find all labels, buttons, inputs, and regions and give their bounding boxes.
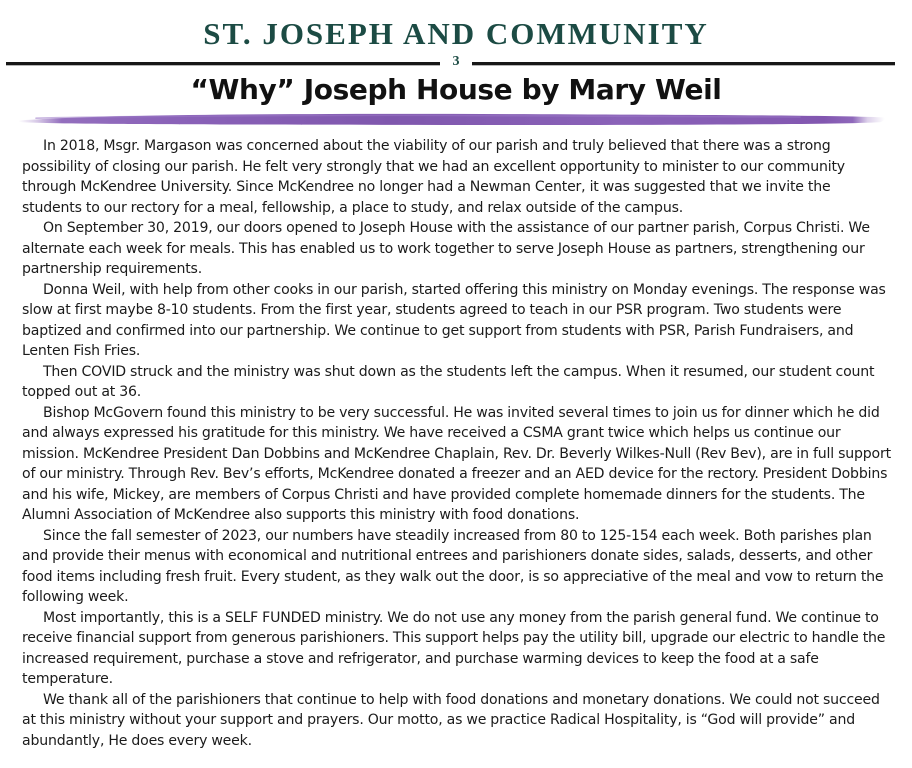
paragraph: On September 30, 2019, our doors opened to Joseph House with the assistance of our partner parish, Corpus Christi. We alternate each week for meals. This has enabled us to work together to serve Joseph House as partners, strengthening our partnership requirements.	[22, 220, 870, 277]
page-number: 3	[452, 54, 460, 69]
paragraph: We thank all of the parishioners that continue to help with food donations and monetary donations. We could not succeed at this ministry without your support and prayers. Our motto, as we practice Radical Hospitality, is “God will provide” and abundantly, He does every week.	[22, 691, 880, 749]
purple-brush-stroke-icon	[0, 108, 912, 130]
article-body	[0, 130, 912, 751]
paragraph: Most importantly, this is a SELF FUNDED ministry. We do not use any money from the parish general fund. We continue to receive financial support from generous parishioners. This support helps pay the utility bill, upgrade our electric to handle the increased requirement, purchase a stove and refrigerator, and purchase warming devices to keep the food at a safe temperature.	[22, 609, 886, 687]
article-title: “Why” Joseph House by Mary Weil	[190, 73, 722, 106]
paragraph: In 2018, Msgr. Margason was concerned about the viability of our parish and truly believed that there was a strong possibility of closing our parish. He felt very strongly that we had an excellent opportunity to minister to our community through McKendree University. Since McKendree no longer had a Newman Center, it was suggested that we invite the students to our rectory for a meal, fellowship, a place to study, and relax outside of the campus.	[22, 138, 845, 216]
masthead	[0, 0, 912, 130]
paragraph: Then COVID struck and the ministry was shut down as the students left the campus. When it resumed, our student count topped out at 36.	[22, 363, 875, 400]
masthead-rule	[0, 53, 912, 73]
paragraph: Since the fall semester of 2023, our numbers have steadily increased from 80 to 125-154 each week. Both parishes plan and provide their menus with economical and nutritional entrees and parishioners donate sides, salads, desserts, and other food items including fresh fruit. Every student, as they walk out the door, is so appreciative of the meal and vow to return the following week.	[22, 527, 884, 605]
publication-title: ST. JOSEPH AND COMMUNITY	[203, 16, 709, 51]
paragraph: Donna Weil, with help from other cooks in our parish, started offering this ministry on Monday evenings. The response was slow at first maybe 8-10 students. From the first year, students agreed to teach in our PSR program. Two students were baptized and confirmed into our partnership. We continue to get support from students with PSR, Parish Fundraisers, and Lenten Fish Fries.	[22, 281, 886, 359]
brush-stroke-divider	[0, 108, 912, 130]
paragraph: Bishop McGovern found this ministry to be very successful. He was invited several times to join us for dinner which he did and always expressed his gratitude for this ministry. We have received a CSMA grant twice which helps us continue our mission. McKendree President Dan Dobbins and McKendree Chaplain, Rev. Dr. Beverly Wilkes-Null (Rev Bev), are in full support of our ministry. Through Rev. Bev’s efforts, McKendree donated a freezer and an AED device for the rectory. President Dobbins and his wife, Mickey, are members of Corpus Christi and have provided complete homemade dinners for the students. The Alumni Association of McKendree also supports this ministry with food donations.	[22, 404, 891, 523]
